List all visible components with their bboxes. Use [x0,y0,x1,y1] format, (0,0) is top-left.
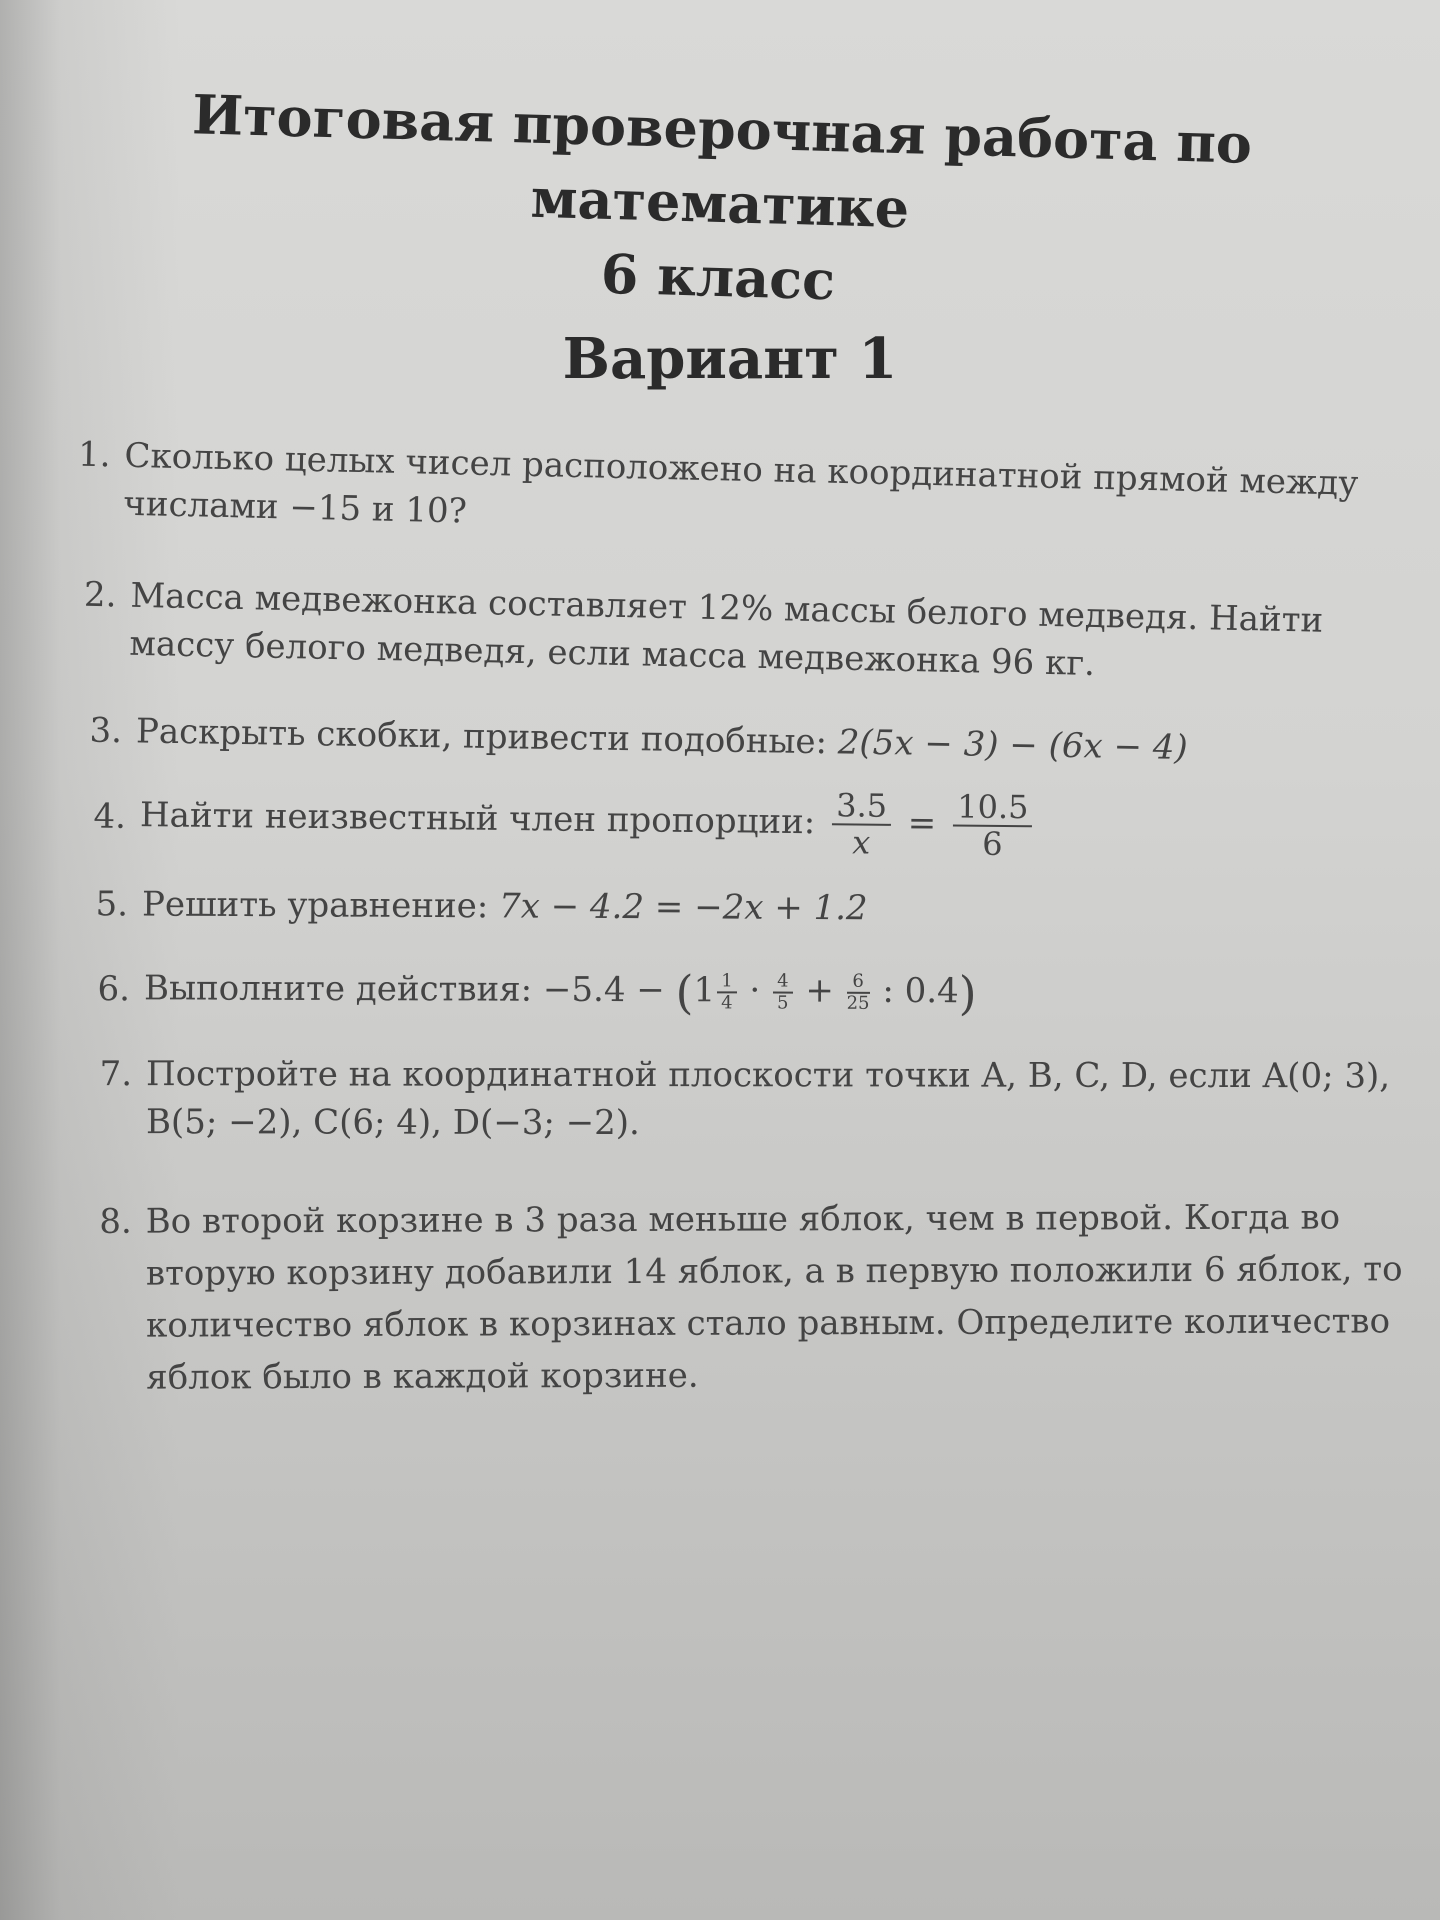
task-1 [47,430,1409,557]
task-4 [48,780,1409,867]
task-3 [48,706,1409,775]
expr-end: : 0.4 [882,971,959,1012]
task-text: Постройте на координатной плоскости точки A, B, C, D, если A(0; 3), B(5; −2), C(6; 4), D(−3; −2). [145,1054,1391,1144]
task-number: 4. [93,796,127,838]
task-7 [48,1050,1408,1148]
fraction-numerator: 10.5 [953,789,1033,827]
task-list [48,430,1408,1404]
open-paren: ( [675,965,694,1020]
title-line-1: Итоговая проверочная работа по математике [191,82,1253,241]
title-line-2: 6 класс [599,241,836,313]
task-8 [48,1192,1409,1405]
task-number: 5. [95,884,129,925]
fraction-numerator: 6 [847,972,870,994]
task-text: Раскрыть скобки, привести подобные: [135,711,828,763]
task-text: Сколько целых чисел расположено на координатной прямой между числами −15 и 10? [122,435,1359,532]
task-text: Найти неизвестный член пропорции: [139,795,816,843]
task-number: 6. [97,969,131,1010]
proportion-left-fraction [832,788,892,861]
fraction-denominator: 4 [721,992,733,1014]
expr-start: −5.4 − [542,970,665,1011]
fraction-numerator: 3.5 [832,788,891,826]
mixed-whole: 1 [693,970,716,1011]
task-5 [48,880,1408,935]
multiply-dot: · [749,970,761,1011]
page-title [0,72,1440,334]
task-text: Выполните действия: [143,968,533,1011]
task-expression: 2(5x − 3) − (6x − 4) [837,722,1189,768]
equals-sign: = [907,803,937,844]
task-text: Во второй корзине в 3 раза меньше яблок, чем в первой. Когда во вторую корзину добавили 14 яблок, а в первую положили 6 яблок, то количество яблок в корзинах стало равным. Определите количество яблок было в каждой корзине. [145,1197,1403,1399]
task-number: 2. [83,574,117,616]
fraction-six-25ths [847,972,870,1014]
task-6 [48,964,1408,1019]
fraction-four-fifths [773,972,793,1014]
proportion-right-fraction [953,789,1033,862]
task-text: Решить уравнение: [141,884,489,927]
task-number: 7. [99,1054,133,1095]
close-paren: ) [958,966,977,1021]
fraction-denominator: 6 [982,824,1003,864]
fraction-denominator: x [852,823,871,862]
task-number: 1. [77,434,111,476]
task-text: Масса медвежонка составляет 12% массы белого медведя. Найти массу белого медведя, если масса медвежонка 96 кг. [129,575,1324,684]
plus-sign: + [805,971,834,1012]
task-2 [47,570,1409,694]
fraction-denominator: 5 [777,992,789,1014]
task-number: 3. [89,710,123,752]
task-expression: 7x − 4.2 = −2x + 1.2 [498,886,868,929]
mixed-fraction [717,972,737,1014]
fraction-denominator: 25 [846,993,870,1015]
task-number: 8. [99,1202,132,1243]
fraction-numerator: 4 [773,972,793,994]
variant-heading: Вариант 1 [562,326,898,392]
fraction-numerator: 1 [717,972,737,994]
